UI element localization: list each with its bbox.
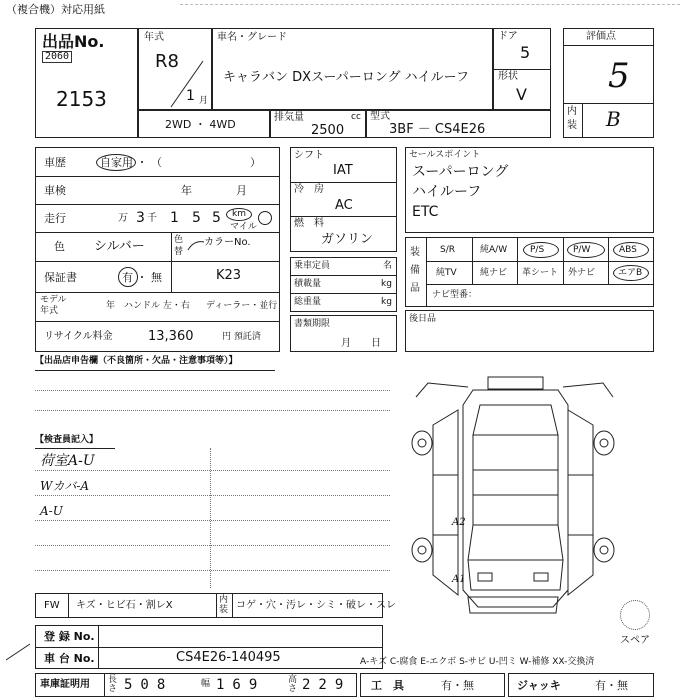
width-value: 169 — [216, 677, 266, 693]
equip-abs: ABS — [619, 245, 637, 255]
load-unit: kg — [381, 279, 392, 289]
capacity-unit: 名 — [383, 261, 393, 271]
model-box — [366, 110, 551, 138]
history-value: 自家用 ・ （ ） — [100, 156, 261, 169]
back-day-label: 後日品 — [409, 314, 437, 324]
color-number: K23 — [216, 268, 242, 283]
lot-box — [35, 28, 138, 138]
length-value: 508 — [124, 677, 174, 693]
shape-label: 形状 — [498, 71, 518, 82]
grade-score: 5 — [608, 56, 630, 96]
lot-number: 2153 — [56, 87, 107, 111]
drive-box — [138, 110, 270, 138]
fw-defects: コゲ・穴・汚レ・シミ・破レ・スレ — [236, 600, 396, 611]
fw-window-label-1: 内 — [219, 595, 229, 605]
shift-ac-fuel-box — [290, 147, 397, 252]
fuel-value: ガソリン — [321, 232, 374, 247]
mileage-label: 走行 — [44, 212, 66, 225]
equip-pw: P/W — [573, 245, 591, 255]
color-check-mark — [186, 238, 206, 252]
registration-box — [35, 625, 383, 669]
inspector-note-2: Wカバ-A — [40, 479, 90, 493]
recolor-label-2: 替 — [174, 247, 184, 257]
equip-ps: P/S — [530, 245, 545, 255]
door-shape-box — [493, 28, 551, 110]
history-label: 車歴 — [44, 156, 66, 169]
top-scan-edge — [180, 4, 680, 5]
weight-unit: kg — [381, 297, 392, 307]
year-label: 年式 — [144, 32, 164, 43]
dealer-value: ディーラー・並行 — [206, 301, 278, 311]
inspector-note-1: 荷室A-U — [40, 453, 95, 469]
shift-value: IAT — [333, 163, 353, 178]
model-label: 型式 — [370, 111, 390, 122]
jack-box — [508, 673, 654, 697]
height-value: 229 — [302, 677, 352, 693]
diagram-mark-a1: A1 — [452, 574, 466, 585]
spec-table — [35, 147, 280, 352]
capacity-label: 乗車定員 — [294, 261, 331, 271]
selling-points-box — [405, 147, 654, 233]
equip-aw: 純A/W — [480, 245, 508, 255]
lot-stamp: 2060 — [42, 51, 72, 63]
selling-points-label: セールスポイント — [409, 150, 481, 160]
reg-period-box — [290, 315, 397, 352]
model-year-unit: 年 — [106, 301, 116, 311]
capacity-box — [290, 257, 397, 312]
recycle-value: 13,360 — [148, 329, 194, 344]
displacement-label: 排気量 — [274, 112, 304, 123]
inspection-label: 車検 — [44, 184, 66, 197]
equipment-box — [405, 237, 654, 307]
color-no-label: カラーNo. — [204, 237, 251, 248]
selling-point-2: ハイルーフ — [412, 184, 482, 200]
selling-point-1: スーパーロング — [412, 164, 509, 180]
load-label: 積載量 — [294, 279, 322, 289]
warranty-value: 有 ・ 無 — [122, 271, 162, 284]
car-name-value: キャラバン DXスーパーロング ハイルーフ — [223, 70, 469, 85]
lot-label: 出品No. — [42, 32, 105, 51]
equipment-label-2: 備 — [410, 265, 420, 276]
equip-airbag: エアB — [618, 268, 643, 278]
jack-value: 有・無 — [595, 679, 628, 692]
displacement-box — [270, 110, 366, 138]
spare-label: スペア — [620, 635, 650, 646]
back-day-box — [405, 310, 654, 352]
vehicle-diagram — [408, 375, 618, 615]
color-value: シルバー — [94, 239, 145, 254]
declaration-label: 【出品店申告欄（不良箇所・欠品・注意事項等）】 — [35, 356, 238, 366]
car-name-label: 車名・グレード — [217, 32, 287, 43]
door-value: 5 — [520, 43, 531, 62]
tools-box — [360, 673, 505, 697]
fw-value: キズ・ヒビ石・割レX — [76, 600, 173, 611]
fw-label: FW — [44, 600, 60, 611]
fw-row — [35, 593, 396, 618]
grade-box — [563, 28, 654, 138]
mileage-unit-mile: マイル — [230, 222, 257, 232]
margin-tick-mark — [4, 640, 32, 664]
registration-label: 登 録 No. — [44, 630, 95, 643]
interior-label-2: 装 — [567, 120, 577, 131]
equip-navi: 純ナビ — [480, 268, 508, 278]
mileage-unit-km: km — [232, 209, 246, 219]
shift-label: シフト — [294, 150, 324, 161]
shape-value: V — [516, 85, 527, 104]
mileage-unit-man: 万 — [118, 213, 128, 224]
door-label: ドア — [498, 31, 518, 42]
diagram-mark-a2: A2 — [452, 517, 466, 528]
warranty-label: 保証書 — [44, 271, 77, 284]
inspector-label: 【検査員記入】 — [35, 435, 99, 445]
model-year-label-1: モデル — [40, 295, 67, 305]
car-name-box — [212, 28, 493, 110]
mileage-digit-4: 5 — [212, 210, 221, 226]
displacement-unit: cc — [351, 112, 361, 122]
form-label: （複合機）対応用紙 — [6, 3, 105, 16]
inspection-value: 年 月 — [181, 184, 247, 197]
interior-value: B — [606, 107, 621, 131]
aircon-label: 冷 房 — [294, 184, 324, 195]
grade-label: 評価点 — [586, 31, 616, 42]
jack-label: ジャッキ — [517, 679, 561, 692]
year-value: R8 — [155, 51, 179, 72]
length-label: 長さ — [108, 675, 118, 694]
chassis-value: CS4E26-140495 — [176, 650, 281, 665]
equipment-label-1: 装 — [410, 247, 420, 258]
drive-value: 2WD ・ 4WD — [165, 118, 236, 131]
equip-ext-navi: 外ナビ — [568, 268, 596, 278]
mileage-digit-3: 5 — [192, 210, 201, 226]
inspector-note-3: A-U — [40, 504, 63, 518]
navi-model-label: ナビ型番： — [432, 290, 478, 300]
recycle-label: リサイクル料金 — [44, 331, 113, 342]
aircon-value: AC — [335, 198, 353, 213]
equip-sr: S/R — [440, 245, 455, 255]
equip-tv: 純TV — [436, 268, 457, 278]
tools-label: 工 具 — [371, 679, 404, 692]
damage-legend: A-キズ C-腐食 E-エクボ S-サビ U-凹ミ W-補修 XX-交換済 — [360, 657, 595, 667]
equip-leather: 革シート — [522, 268, 559, 278]
certificate-label: 車庫証明用 — [40, 679, 90, 690]
mileage-check-circle — [258, 211, 272, 225]
selling-point-3: ETC — [412, 204, 439, 220]
width-label: 幅 — [201, 679, 211, 689]
height-label: 高さ — [288, 675, 298, 694]
weight-label: 総重量 — [294, 297, 322, 307]
spare-tire-icon — [620, 600, 650, 630]
year-box — [138, 28, 212, 110]
handle-value: ハンドル 左・右 — [124, 301, 190, 311]
chassis-label: 車 台 No. — [44, 652, 95, 665]
reg-period-value: 月 日 — [341, 338, 381, 349]
color-label: 色 — [54, 240, 65, 253]
certificate-row — [35, 673, 357, 697]
recycle-unit: 円 預託済 — [222, 332, 261, 342]
model-year-label-2: 年式 — [40, 306, 59, 316]
tools-value: 有・無 — [441, 679, 474, 692]
equipment-label-3: 品 — [410, 283, 420, 294]
year-month: 1 — [186, 88, 195, 104]
year-month-unit: 月 — [199, 96, 209, 106]
mileage-unit-sen: 千 — [147, 213, 157, 224]
fuel-label: 燃 料 — [294, 218, 324, 229]
displacement-value: 2500 — [311, 123, 345, 138]
recolor-label-1: 色 — [174, 235, 184, 245]
fw-window-label-2: 装 — [219, 605, 229, 615]
mileage-digit-1: 3 — [136, 210, 145, 226]
model-value: 3BF － CS4E26 — [389, 122, 486, 137]
interior-label-1: 内 — [567, 106, 577, 117]
mileage-digit-2: 1 — [170, 210, 179, 226]
reg-period-label: 書類期限 — [294, 319, 331, 329]
